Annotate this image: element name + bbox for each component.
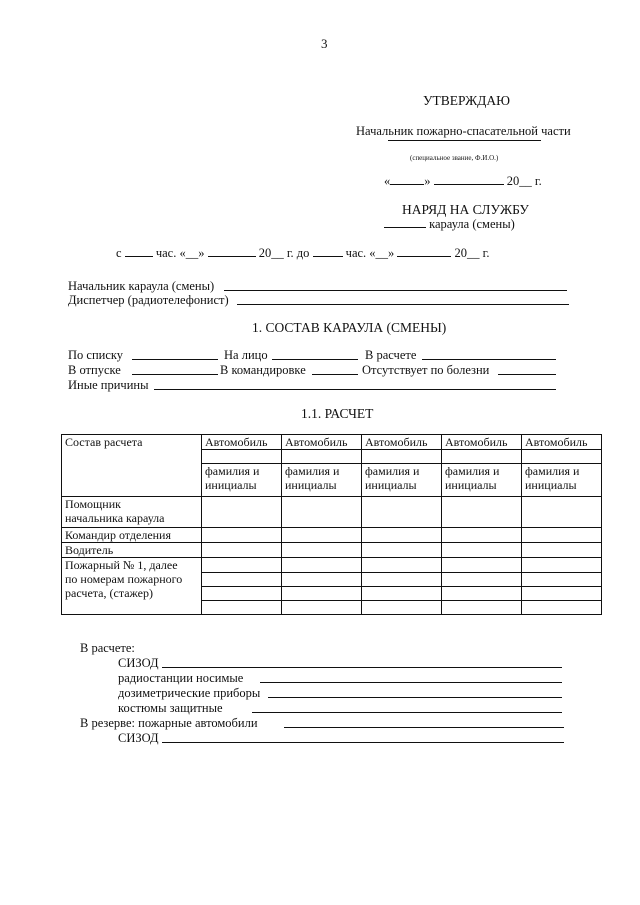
name-label-b: инициалы: [365, 478, 417, 492]
table-cell: [522, 543, 602, 558]
vehicle-blank-2: [282, 450, 362, 464]
row-label: Командир отделения: [62, 528, 202, 543]
period-line: [116, 246, 490, 261]
table-cell: [522, 497, 602, 528]
v-rezerve-label: В резерве: пожарные автомобили: [80, 716, 258, 730]
kostyumy-label: костюмы защитные: [118, 701, 223, 715]
name-label-a: фамилия и: [285, 464, 340, 478]
table-cell: [442, 497, 522, 528]
table-cell: [202, 601, 282, 615]
section11-title: 1.1. РАСЧЕТ: [301, 406, 374, 421]
approval-position: Начальник пожарно-спасательной части: [356, 124, 571, 138]
table-row: [62, 528, 602, 543]
table-cell: [522, 601, 602, 615]
name-label-b: инициалы: [285, 478, 337, 492]
row-label-line: по номерам пожарного: [65, 572, 183, 586]
approval-caption: (специальное звание, Ф.И.О.): [410, 154, 499, 162]
table-cell: [442, 587, 522, 601]
table-cell: [362, 558, 442, 573]
chief-line: [224, 290, 567, 291]
table-cell: [522, 587, 602, 601]
table-cell: [202, 543, 282, 558]
table-cell: [202, 558, 282, 573]
approval-month-blank: [434, 174, 504, 185]
month-blank-1: [208, 246, 256, 257]
table-cell: [282, 543, 362, 558]
name-header-2: [282, 464, 362, 497]
na-litso-line: [272, 359, 358, 360]
table-cell: [282, 528, 362, 543]
v-otpuske-label: В отпуске: [68, 363, 121, 377]
table-cell: [362, 573, 442, 587]
period-hour-1: час. «__»: [155, 246, 205, 260]
period-year-2: 20__ г.: [454, 246, 490, 260]
sizod-line: [162, 667, 562, 668]
v-raschete-line: [422, 359, 556, 360]
inye-label: Иные причины: [68, 378, 149, 392]
row-label: [62, 558, 202, 615]
po-spisku-line: [132, 359, 218, 360]
row-label-line: начальника караула: [65, 511, 165, 525]
doc-title: НАРЯД НА СЛУЖБУ: [402, 202, 529, 217]
name-label-a: фамилия и: [445, 464, 500, 478]
name-label-b: инициалы: [205, 478, 257, 492]
v-komandirovke-line: [312, 374, 358, 375]
table-row: [62, 543, 602, 558]
table-cell: [282, 573, 362, 587]
name-header-5: [522, 464, 602, 497]
sizod-label: СИЗОД: [118, 656, 159, 670]
approval-signature-line: [388, 140, 541, 141]
dispatcher-label: Диспетчер (радиотелефонист): [68, 293, 229, 307]
header-first: Состав расчета: [62, 435, 202, 497]
v-komandirovke-label: В командировке: [220, 363, 306, 377]
name-label-a: фамилия и: [365, 464, 420, 478]
v-rezerve-line: [284, 727, 564, 728]
name-header-1: [202, 464, 282, 497]
table-cell: [522, 573, 602, 587]
po-spisku-label: По списку: [68, 348, 124, 362]
period-hour-2: час. «__»: [345, 246, 395, 260]
table-cell: [362, 497, 442, 528]
row-label: Водитель: [62, 543, 202, 558]
inye-line: [154, 389, 556, 390]
table-cell: [362, 543, 442, 558]
doc-subtitle: караула (смены): [429, 217, 515, 231]
month-blank-2: [397, 246, 451, 257]
table-cell: [202, 528, 282, 543]
table-cell: [362, 528, 442, 543]
row-label: [62, 497, 202, 528]
table-cell: [442, 543, 522, 558]
bolezn-label: Отсутствует по болезни: [362, 363, 490, 377]
header-vehicle-2: Автомобиль: [282, 435, 362, 450]
table-cell: [362, 587, 442, 601]
v-raschete-label: В расчете: [365, 348, 417, 362]
approval-date-open: «: [384, 174, 391, 188]
header-vehicle-4: Автомобиль: [442, 435, 522, 450]
table-cell: [282, 497, 362, 528]
table-cell: [442, 601, 522, 615]
table-cell: [522, 528, 602, 543]
header-vehicle-3: Автомобиль: [362, 435, 442, 450]
v-otpuske-line: [132, 374, 218, 375]
v-raschete-equip: В расчете:: [80, 641, 135, 655]
table-cell: [202, 587, 282, 601]
table-cell: [282, 587, 362, 601]
vehicle-blank-5: [522, 450, 602, 464]
table-cell: [202, 573, 282, 587]
row-label-line: Пожарный № 1, далее: [65, 558, 178, 572]
name-label-a: фамилия и: [525, 464, 580, 478]
period-from: с: [116, 246, 122, 260]
name-header-4: [442, 464, 522, 497]
table-cell: [442, 573, 522, 587]
vehicle-blank-3: [362, 450, 442, 464]
approval-day-blank: [390, 174, 424, 185]
radio-label: радиостанции носимые: [118, 671, 244, 685]
dispatcher-line: [237, 304, 569, 305]
shift-blank: [384, 217, 426, 228]
dozimetr-label: дозиметрические приборы: [118, 686, 261, 700]
na-litso-label: На лицо: [224, 348, 268, 362]
table-cell: [282, 558, 362, 573]
table-cell: [442, 558, 522, 573]
header-vehicle-5: Автомобиль: [522, 435, 602, 450]
period-year-1: 20__ г. до: [258, 246, 310, 260]
table-cell: [202, 497, 282, 528]
doc-subtitle-row: [384, 217, 515, 232]
table-row: [62, 497, 602, 528]
vehicle-blank-1: [202, 450, 282, 464]
vehicle-blank-4: [442, 450, 522, 464]
approval-date: [384, 174, 542, 189]
approval-date-close: »: [424, 174, 431, 188]
approval-title: УТВЕРЖДАЮ: [423, 93, 511, 108]
calc-table: [61, 434, 602, 615]
row-label-line: Помощник: [65, 497, 121, 511]
page-number: 3: [321, 36, 328, 51]
section1-title: 1. СОСТАВ КАРАУЛА (СМЕНЫ): [252, 320, 447, 335]
sizod2-label: СИЗОД: [118, 731, 159, 745]
table-row: [62, 558, 602, 573]
kostyumy-line: [252, 712, 562, 713]
row-label-line: расчета, (стажер): [65, 586, 153, 600]
sizod2-line: [162, 742, 564, 743]
name-label-a: фамилия и: [205, 464, 260, 478]
radio-line: [260, 682, 562, 683]
chief-label: Начальник караула (смены): [68, 279, 215, 293]
table-cell: [282, 601, 362, 615]
approval-year: 20__ г.: [506, 174, 542, 188]
bolezn-line: [498, 374, 556, 375]
table-cell: [522, 558, 602, 573]
name-header-3: [362, 464, 442, 497]
table-cell: [362, 601, 442, 615]
hour-blank-2: [313, 246, 343, 257]
header-vehicle-1: Автомобиль: [202, 435, 282, 450]
hour-blank-1: [125, 246, 153, 257]
name-label-b: инициалы: [525, 478, 577, 492]
dozimetr-line: [268, 697, 562, 698]
name-label-b: инициалы: [445, 478, 497, 492]
table-cell: [442, 528, 522, 543]
